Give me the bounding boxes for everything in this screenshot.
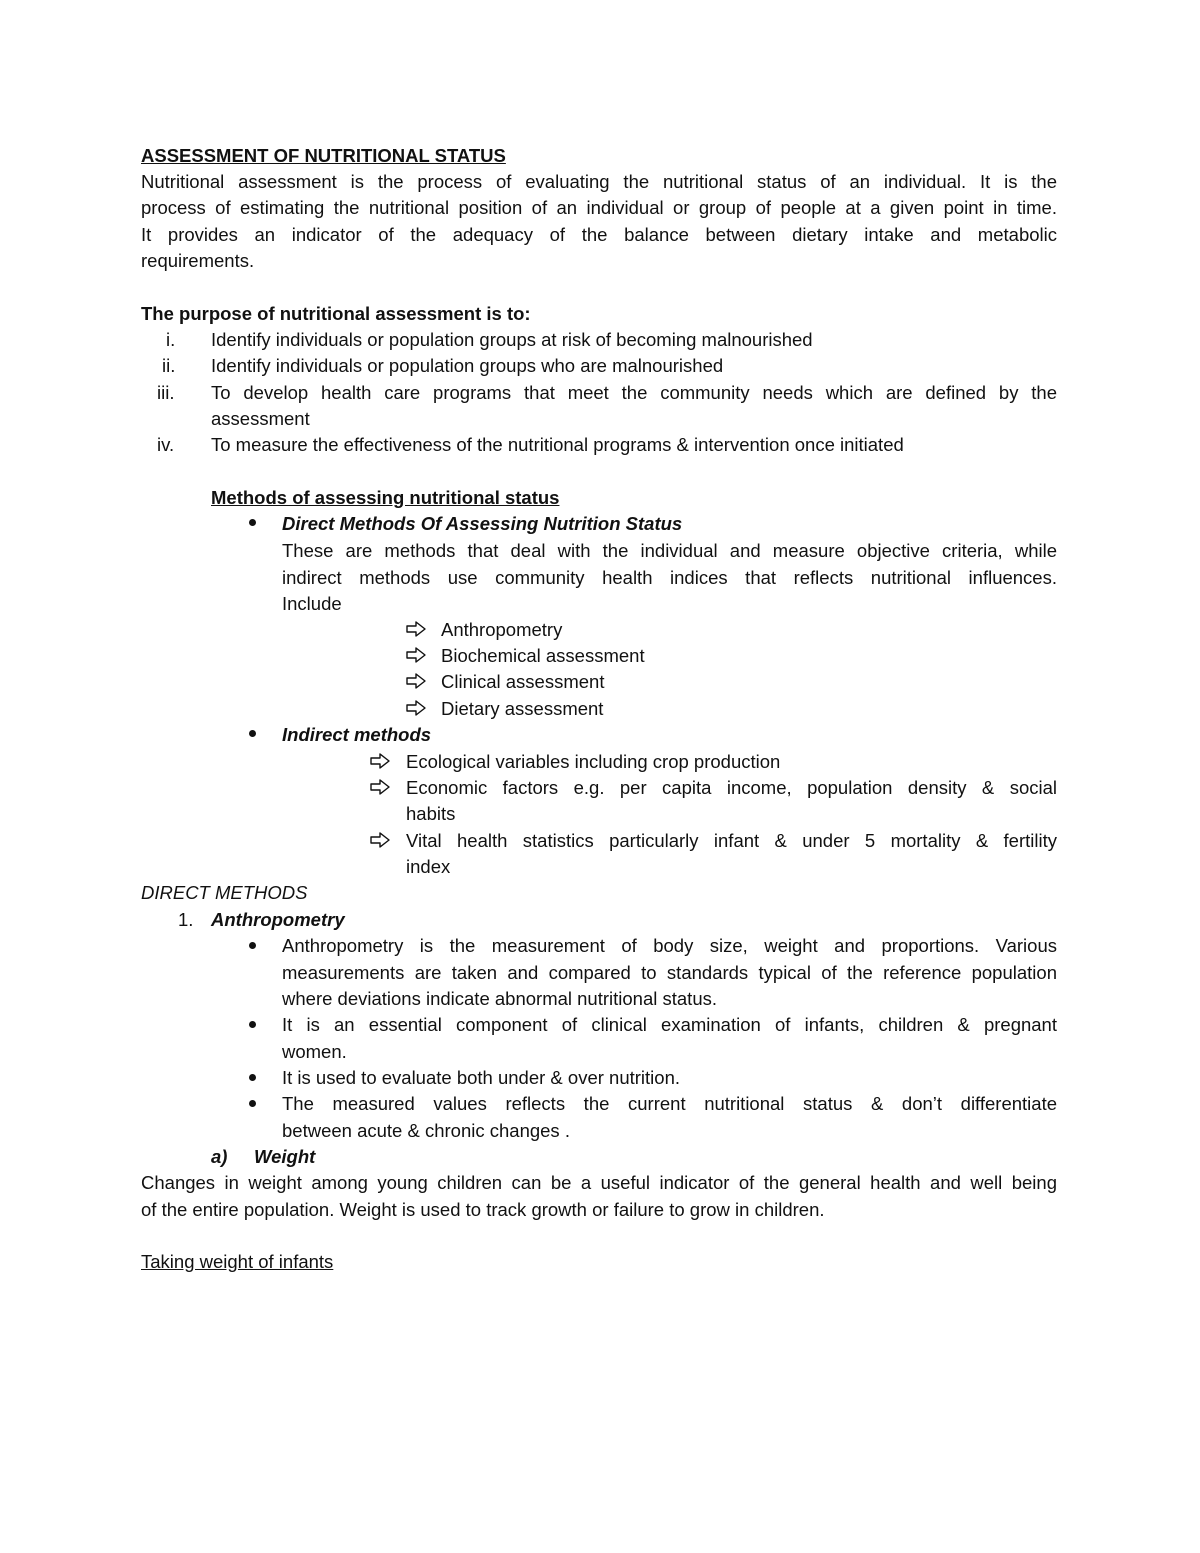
roman-marker: iv. bbox=[157, 434, 175, 455]
indirect-item: Ecological variables including crop production bbox=[406, 751, 781, 772]
anthropometry-line: women. bbox=[282, 1041, 347, 1062]
bullet-icon bbox=[249, 1100, 256, 1107]
roman-marker: i. bbox=[166, 329, 176, 350]
anthropometry-heading: Anthropometry bbox=[211, 909, 345, 930]
bullet-icon bbox=[249, 519, 256, 526]
arrow-right-icon bbox=[370, 753, 390, 769]
arrow-right-icon bbox=[406, 647, 426, 663]
direct-item: Biochemical assessment bbox=[441, 645, 645, 666]
anthropometry-line: Anthropometry is the measurement of body size, weight and proportions. Various bbox=[282, 935, 1057, 956]
number-marker: 1. bbox=[178, 909, 194, 930]
indirect-item: Economic factors e.g. per capita income, population density & social bbox=[406, 777, 1057, 798]
intro-line: It provides an indicator of the adequacy of the balance between dietary intake and metabolic bbox=[141, 224, 1057, 245]
intro-line: process of estimating the nutritional position of an individual or group of people at a given point in time. bbox=[141, 197, 1057, 218]
indirect-item-continued: index bbox=[406, 856, 451, 877]
anthropometry-line: It is used to evaluate both under & over nutrition. bbox=[282, 1067, 680, 1088]
roman-marker: ii. bbox=[162, 355, 176, 376]
purpose-item: To measure the effectiveness of the nutritional programs & intervention once initiated bbox=[211, 434, 904, 455]
weight-paragraph-line: of the entire population. Weight is used to track growth or failure to grow in children. bbox=[141, 1199, 825, 1220]
direct-methods-heading: DIRECT METHODS bbox=[141, 882, 308, 903]
anthropometry-line: where deviations indicate abnormal nutritional status. bbox=[282, 988, 717, 1009]
intro-line: requirements. bbox=[141, 250, 255, 271]
anthropometry-line: between acute & chronic changes . bbox=[282, 1120, 570, 1141]
direct-item: Anthropometry bbox=[441, 619, 563, 640]
direct-item: Dietary assessment bbox=[441, 698, 604, 719]
letter-marker: a) bbox=[211, 1146, 228, 1167]
intro-line: Nutritional assessment is the process of evaluating the nutritional status of an individual. It is the bbox=[141, 171, 1057, 192]
purpose-heading: The purpose of nutritional assessment is to: bbox=[141, 303, 531, 324]
roman-marker: iii. bbox=[157, 382, 175, 403]
weight-heading: Weight bbox=[254, 1146, 316, 1167]
purpose-item: To develop health care programs that meet the community needs which are defined by the bbox=[211, 382, 1057, 403]
anthropometry-line: It is an essential component of clinical examination of infants, children & pregnant bbox=[282, 1014, 1057, 1035]
indirect-heading: Indirect methods bbox=[282, 724, 432, 745]
direct-description: These are methods that deal with the individual and measure objective criteria, while bbox=[282, 540, 1057, 561]
arrow-right-icon bbox=[406, 621, 426, 637]
weight-paragraph-line: Changes in weight among young children can be a useful indicator of the general health and well being bbox=[141, 1172, 1057, 1193]
direct-description: Include bbox=[282, 593, 342, 614]
anthropometry-line: measurements are taken and compared to standards typical of the reference population bbox=[282, 962, 1057, 983]
bullet-icon bbox=[249, 1074, 256, 1081]
purpose-item: Identify individuals or population groups at risk of becoming malnourished bbox=[211, 329, 813, 350]
arrow-right-icon bbox=[406, 673, 426, 689]
arrow-right-icon bbox=[406, 700, 426, 716]
arrow-right-icon bbox=[370, 832, 390, 848]
purpose-item: Identify individuals or population groups who are malnourished bbox=[211, 355, 724, 376]
purpose-item-continued: assessment bbox=[211, 408, 310, 429]
taking-weight-heading: Taking weight of infants bbox=[141, 1251, 334, 1272]
arrow-right-icon bbox=[370, 779, 390, 795]
bullet-icon bbox=[249, 1021, 256, 1028]
document-title: ASSESSMENT OF NUTRITIONAL STATUS bbox=[141, 145, 506, 166]
anthropometry-line: The measured values reflects the current nutritional status & don’t differentiate bbox=[282, 1093, 1057, 1114]
direct-heading: Direct Methods Of Assessing Nutrition Status bbox=[282, 513, 683, 534]
direct-description: indirect methods use community health indices that reflects nutritional influences. bbox=[282, 567, 1057, 588]
indirect-item: Vital health statistics particularly infant & under 5 mortality & fertility bbox=[406, 830, 1057, 851]
indirect-item-continued: habits bbox=[406, 803, 456, 824]
bullet-icon bbox=[249, 942, 256, 949]
bullet-icon bbox=[249, 730, 256, 737]
methods-heading: Methods of assessing nutritional status bbox=[211, 487, 560, 508]
direct-item: Clinical assessment bbox=[441, 671, 605, 692]
